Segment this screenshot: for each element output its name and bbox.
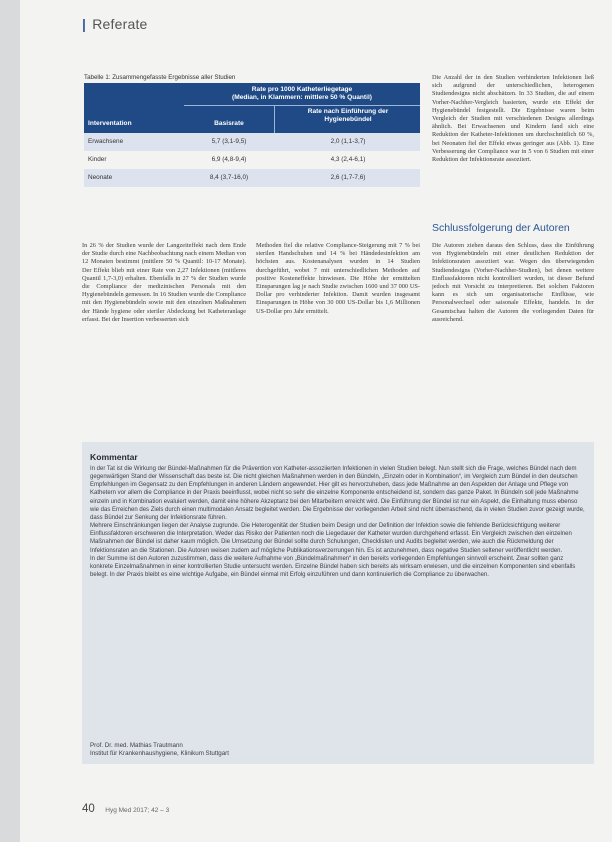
- column-header-after-line1: Rate nach Einführung der: [307, 108, 389, 115]
- conclusion-heading: Schlussfolgerung der Autoren: [432, 222, 570, 234]
- commentary-paragraph: Mehrere Einschränkungen liegen der Analyse zugrunde. Die Heterogenität der Studien beim Design und der Definition der Infektion sowie die fehlende Berücksichtigung weiterer Einflussfaktoren erschweren die Interpretation. Weder das Risiko der Patienten noch die Liegedauer der Katheter wurden durchgehend erfasst. Ein Vergleich zwischen den einzelnen Maßnahmen der Bündel ist daher kaum möglich. Die Umsetzung der Bündel sollte durch Schulungen, Checklisten und Audits begleitet werden, wie auch die Rückmeldung der Infektionsraten an die Stationen. Die Autoren weisen zudem auf mögliche Publikationsverzerrungen hin. Es ist anzunehmen, dass negative Studien seltener veröffentlicht werden.: [90, 523, 572, 554]
- commentary-box: [82, 442, 594, 764]
- table-row: [84, 169, 420, 187]
- commentary-author: [90, 742, 229, 758]
- column-header-base-rate: Basisrate: [214, 120, 244, 127]
- journal-citation: Hyg Med 2017; 42 – 3: [105, 807, 170, 814]
- table-row: [84, 133, 420, 151]
- row-base-rate: 6,9 (4,8-9,4): [211, 156, 247, 163]
- table-header-rate: [184, 86, 420, 102]
- commentary-paragraph: In der Summe ist den Autoren zuzustimmen, dass die weitere Aufnahme von „Bündelmaßnahmen“ in den bereits vorliegenden Empfehlungen sinnvoll erscheint. Zwar sollten ganz konkrete Einzelmaßnahmen in einer kontrollierten Studie untersucht werden. Einzelne Bündel haben sich bereits als wirksam erwiesen, und die einzelnen Komponenten sind ebenfalls belegt. In der Praxis bleibt es eine wichtige Aufgabe, ein Bündel einmal mit Erfolg einzuführen und dann kontinuierlich die Compliance zu überwachen.: [90, 555, 576, 579]
- section-label-text: Referate: [92, 16, 148, 32]
- table-header-rate-line2: (Median, in Klammern: mittlere 50 % Quantil): [232, 94, 372, 101]
- commentary-paragraph: In der Tat ist die Wirkung der Bündel-Maßnahmen für die Prävention von Katheter-assoziierten Infektionen in vielen Studien belegt. Nun stellt sich die Frage, welches Bündel nach dem gegenwärtigen Stand der Wissenschaft das beste ist. Die nicht gleichen Maßnahmen werden in den Bündeln, „Einzeln oder in Kombination“, im Vergleich zum Bündel in den deutschen Empfehlungen im Gegensatz zu den Empfehlungen in anderen Ländern angewendet. Hier gilt es hervorzuheben, dass jede Maßnahme an den Aspekten der Anlage und Pflege von Kathetern vor allem die Compliance in der Praxis beeinflusst, wobei nicht so sehr die einzelne Komponente entscheidend ist, sondern das ganze Paket. In Bündeln soll jede Maßnahme einzeln und in Kombination evaluiert werden, damit eine höhere Akzeptanz bei den Mitarbeitern erreicht wird. Die Einführung der Bündel ist nur ein Aspekt, die Einhaltung muss ebenso wie das Erreichen des Ziels durch einen multimodalen Ansatz begleitet werden. Die Ergebnisse der vorliegenden Arbeit sind nicht überraschend, da in vielen Studien zuvor gezeigt wurde, dass Bündel zur Senkung der Infektionsrate führen.: [90, 466, 585, 521]
- row-after-rate: 2,6 (1,7-7,6): [330, 174, 366, 181]
- page-number: 40: [82, 803, 95, 815]
- author-affiliation: Institut für Krankenhaushygiene, Klinikum Stuttgart: [90, 750, 229, 757]
- results-table: [84, 83, 420, 187]
- table-header-divider: [184, 105, 420, 106]
- row-group: Kinder: [88, 156, 107, 163]
- commentary-text: [90, 465, 586, 739]
- row-base-rate: 5,7 (3,1-9,5): [211, 138, 247, 145]
- column-header-after-line2: Hygienebündel: [324, 116, 372, 123]
- section-bar-marker: |: [82, 16, 87, 32]
- column-header-after-bundle: [276, 108, 420, 124]
- table-row: [84, 151, 420, 169]
- table-header-separator: [274, 106, 275, 133]
- middle-column-text: Methoden fiel die relative Compliance-Steigerung mit 7 % bei sterilen Handschuhen und 14 % bei Händedesinfektion am höchsten aus. Kostenanalysen wurden in 14 Studien durchgeführt, wobei 7 mit unterschiedlichen Methoden auf positive Kosteneffekte hinwiesen. Die Höhe der ermittelten Einsparungen lag je nach Studie zwischen 1600 und 37 000 US-Dollar pro verhinderter Infektion. Damit wurden insgesamt Einsparungen in Höhe von 30 000 US-Dollar bis 1,6 Millionen US-Dollar pro Jahr ermittelt.: [256, 242, 420, 315]
- author-name: Prof. Dr. med. Mathias Trautmann: [90, 742, 183, 749]
- table-caption: Tabelle 1: Zusammengefasste Ergebnisse aller Studien: [84, 74, 236, 81]
- section-label: [82, 16, 148, 32]
- column-header-intervention: Interventation: [88, 120, 132, 127]
- row-group: Erwachsene: [88, 138, 124, 145]
- row-after-rate: 4,3 (2,4-6,1): [330, 156, 366, 163]
- page-footer: [82, 799, 169, 817]
- table-header-rate-line1: Rate pro 1000 Katheterliegetage: [251, 86, 353, 93]
- row-group: Neonate: [88, 174, 113, 181]
- left-column-text: In 26 % der Studien wurde der Langzeiteffekt nach dem Ende der Studie durch eine Nachbeobachtung nach einem Median von 12 Monaten bestimmt (mittlere 50 % Quantil: 10-17 Monate). Der Effekt blieb mit einer Rate von 2,27 Infektionen (mittleres Quantil 1,7-3,0) erhalten. Ebenfalls in 27 % der Studien wurde die Compliance der medizinischen Personals mit den Hygienebündeln gemessen. In 16 Studien wurde die Compliance mit den Hygienebündeln sowie mit den einzelnen Maßnahmen der Hände hygiene oder steriler Abdeckung bei Katheteranlage erfasst. Bei der Insertion verbesserten sich: [82, 242, 246, 323]
- right-column-top-text: Die Anzahl der in den Studien verhinderten Infektionen ließ sich aufgrund der unterschiedlichen, heterogenen Studiendesigns nicht abschätzen. In 33 Studien, die auf einem Vorher-Nachher-Vergleich basierten, wurde ein Effekt der Hygienebündel festgestellt. Die Ergebnisse waren beim Vergleich der Studien mit verschiedenen Designs allerdings ähnlich. Bei Erwachsenen und Kindern fand sich eine Reduktion der Katheter-Infektionen um durchschnittlich 60 %, bei Neonaten fiel der Effekt etwas geringer aus (Abb. 1). Eine Verbesserung der Compliance war in 5 von 6 Studien mit einer Reduktion der Infektionsrate assoziiert.: [432, 74, 594, 164]
- row-after-rate: 2,0 (1,1-3,7): [330, 138, 366, 145]
- commentary-title: Kommentar: [90, 452, 138, 462]
- table-header: [84, 83, 420, 133]
- right-column-conclusion-text: Die Autoren ziehen daraus den Schluss, dass die Einführung von Hygienebündeln mit einer deutlichen Reduktion der Infektionsraten assoziiert war. Wegen des überwiegenden Studiendesigns (Vorher-Nachher-Studien), bei denen weitere Einflussfaktoren nicht kontrolliert wurden, ist dieser Befund jedoch mit Vorsicht zu interpretieren. Bei solchen Faktoren kann es sich um organisatorische Einflüsse, wie Personalwechsel oder saisonale Effekte, handeln. In der Gesamtschau halten die Autoren die vorliegenden Daten für ausreichend.: [432, 242, 594, 323]
- page: [20, 0, 612, 842]
- row-base-rate: 8,4 (3,7-16,0): [209, 174, 249, 181]
